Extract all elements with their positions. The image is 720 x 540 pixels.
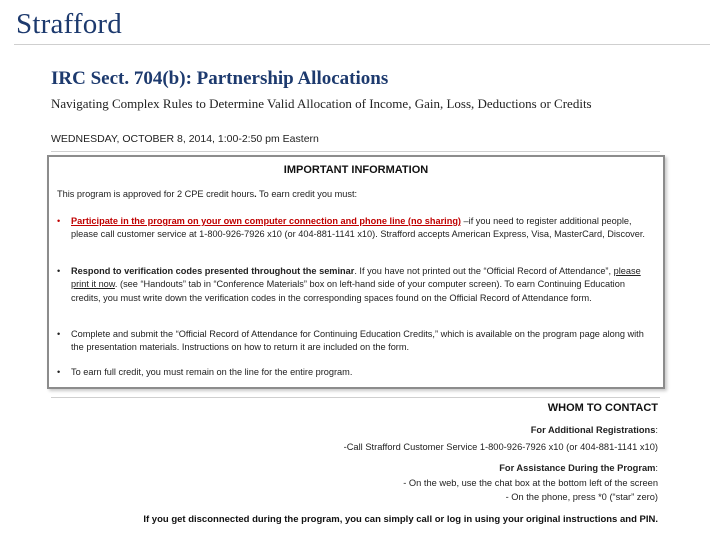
assistance-web: - On the web, use the chat box at the bottom left of the screen xyxy=(403,478,658,488)
header-divider xyxy=(14,44,710,45)
credit-intro xyxy=(57,189,357,199)
disconnect-note: If you get disconnected during the program, you can simply call or log in using your original instructions and PIN. xyxy=(143,514,658,525)
credit-intro-tail: To earn credit you must: xyxy=(256,189,358,199)
bullet-icon: • xyxy=(57,266,61,276)
date-divider xyxy=(51,151,660,152)
requirement-item xyxy=(57,215,657,242)
requirement-item xyxy=(57,366,657,379)
requirement-text: To earn full credit, you must remain on the line for the entire program. xyxy=(71,367,353,377)
registrations-label-line xyxy=(531,425,658,435)
requirement-text: . (see “Handouts” tab in “Conference Materials” box on left-hand side of your computer screen). To earn Continuing Education credits, you must write down the verification codes in the corresponding spaces found on the Official Record of Attendance form. xyxy=(71,279,625,303)
credit-intro-period: . xyxy=(254,189,257,199)
requirement-emphasis: Respond to verification codes presented throughout the seminar xyxy=(71,266,355,276)
requirement-text: Complete and submit the “Official Record of Attendance for Continuing Education Credits,” which is available on the program page along with the presentation materials. Instructions on how to return it are included on the form. xyxy=(71,329,644,353)
important-information-box xyxy=(47,155,665,389)
whom-to-contact-heading: WHOM TO CONTACT xyxy=(547,402,658,414)
assistance-phone: - On the phone, press *0 (“star” zero) xyxy=(505,492,658,502)
registrations-label: For Additional Registrations xyxy=(530,425,656,435)
requirement-item xyxy=(57,265,657,305)
assistance-label-line xyxy=(499,463,658,473)
strafford-logo: Strafford xyxy=(16,8,122,40)
bullet-icon: • xyxy=(57,367,61,377)
assistance-label: For Assistance During the Program xyxy=(499,463,656,473)
bullet-icon: • xyxy=(57,329,61,339)
important-information-heading: IMPORTANT INFORMATION xyxy=(283,164,429,176)
program-subtitle: Navigating Complex Rules to Determine Valid Allocation of Income, Gain, Loss, Deductions or Credits xyxy=(51,96,592,111)
requirement-text: . If you have not printed out the “Official Record of Attendance”, xyxy=(354,266,614,276)
registrations-phone: -Call Strafford Customer Service 1-800-926-7926 x10 (or 404-881-1141 x10) xyxy=(343,442,658,452)
assistance-colon: : xyxy=(655,463,658,473)
requirement-item xyxy=(57,328,657,355)
bullet-icon: • xyxy=(57,216,61,226)
program-date: WEDNESDAY, OCTOBER 8, 2014, 1:00-2:50 pm Eastern xyxy=(51,133,319,145)
contact-divider xyxy=(51,397,660,398)
program-title: IRC Sect. 704(b): Partnership Allocations xyxy=(51,68,389,89)
print-now-link[interactable]: please print it now xyxy=(71,266,641,290)
requirement-text: –if you need to register additional people, please call customer service at 1-800-926-7926 x10 (or 404-881-1141 x10). Strafford accepts American Express, Visa, MasterCard, Discover. xyxy=(71,216,645,240)
own-connection-link[interactable]: Participate in the program on your own computer connection and phone line (no sharing) xyxy=(71,216,461,226)
registrations-colon: : xyxy=(655,425,658,435)
credit-intro-main: This program is approved for 2 CPE credit hours xyxy=(57,189,255,199)
